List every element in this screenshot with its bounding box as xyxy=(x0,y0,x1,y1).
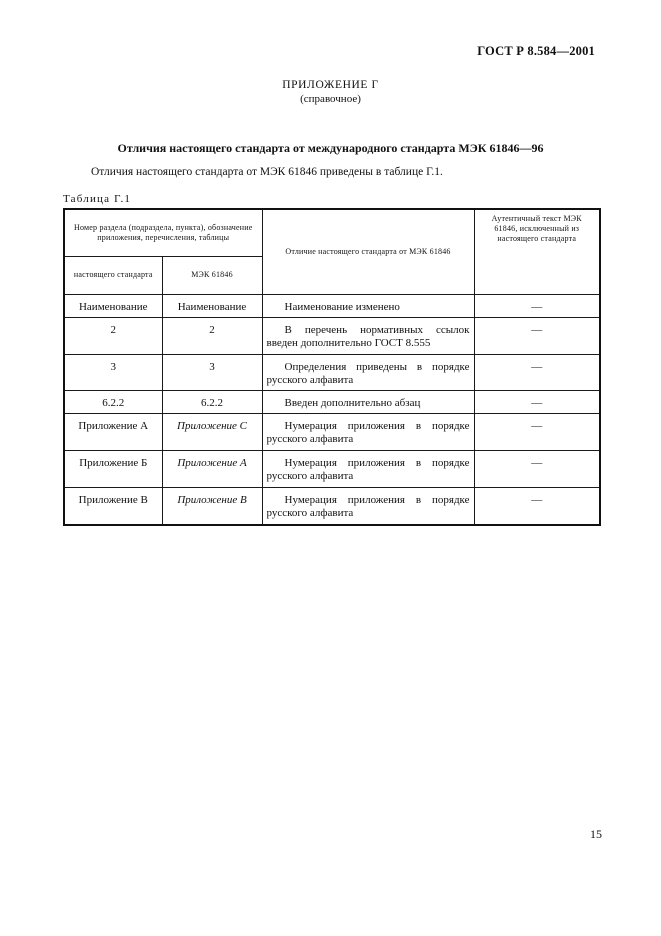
difference-text: Нумерация приложения в порядке русского алфавита xyxy=(266,419,470,445)
cell-difference xyxy=(262,294,474,317)
difference-text: Нумерация приложения в порядке русского алфавита xyxy=(266,493,470,519)
cell-iec: 6.2.2 xyxy=(162,390,262,413)
cell-authentic: — xyxy=(474,413,600,450)
cell-difference xyxy=(262,354,474,390)
cell-iec: Приложение A xyxy=(162,450,262,487)
cell-authentic: — xyxy=(474,450,600,487)
appendix-title: ПРИЛОЖЕНИЕ Г xyxy=(282,79,379,91)
header-iec: МЭК 61846 xyxy=(162,256,262,294)
cell-this-standard: Наименование xyxy=(64,294,162,317)
document-code: ГОСТ Р 8.584—2001 xyxy=(477,44,595,58)
header-this-standard: настоящего стандарта xyxy=(64,256,162,294)
cell-iec: 3 xyxy=(162,354,262,390)
header-difference: Отличие настоящего стандарта от МЭК 61846 xyxy=(262,209,474,294)
cell-this-standard: 6.2.2 xyxy=(64,390,162,413)
cell-iec: Наименование xyxy=(162,294,262,317)
cell-this-standard: 2 xyxy=(64,317,162,354)
difference-text: В перечень нормативных ссылок введен дополнительно ГОСТ 8.555 xyxy=(266,323,470,349)
cell-iec: 2 xyxy=(162,317,262,354)
header-authentic-text: Аутентичный текст МЭК 61846, исключенный из настоящего стандарта xyxy=(474,209,600,294)
cell-authentic: — xyxy=(474,487,600,525)
page-number: 15 xyxy=(590,827,602,841)
table-row xyxy=(64,487,600,525)
cell-difference xyxy=(262,413,474,450)
table-row xyxy=(64,450,600,487)
cell-difference xyxy=(262,450,474,487)
cell-difference xyxy=(262,317,474,354)
cell-difference xyxy=(262,390,474,413)
table-row xyxy=(64,413,600,450)
table-row xyxy=(64,354,600,390)
cell-this-standard: Приложение А xyxy=(64,413,162,450)
differences-table xyxy=(63,208,601,526)
table-row xyxy=(64,317,600,354)
header-section-number-group: Номер раздела (подраздела, пункта), обозначение приложения, перечисления, таблицы xyxy=(64,209,262,256)
cell-iec: Приложение B xyxy=(162,487,262,525)
difference-text: Введен дополнительно абзац xyxy=(284,396,421,409)
table-row xyxy=(64,390,600,413)
section-heading: Отличия настоящего стандарта от международного стандарта МЭК 61846—96 xyxy=(117,141,544,155)
cell-authentic: — xyxy=(474,390,600,413)
intro-paragraph: Отличия настоящего стандарта от МЭК 61846 приведены в таблице Г.1. xyxy=(91,166,443,178)
cell-authentic: — xyxy=(474,294,600,317)
cell-this-standard: 3 xyxy=(64,354,162,390)
difference-text: Определения приведены в порядке русского алфавита xyxy=(266,360,470,386)
cell-authentic: — xyxy=(474,354,600,390)
cell-this-standard: Приложение Б xyxy=(64,450,162,487)
cell-iec: Приложение C xyxy=(162,413,262,450)
difference-text: Нумерация приложения в порядке русского алфавита xyxy=(266,456,470,482)
cell-this-standard: Приложение В xyxy=(64,487,162,525)
difference-text: Наименование изменено xyxy=(284,300,400,313)
table-row xyxy=(64,294,600,317)
appendix-subtitle: (справочное) xyxy=(300,93,361,105)
cell-difference xyxy=(262,487,474,525)
table-caption: Таблица Г.1 xyxy=(63,193,132,205)
cell-authentic: — xyxy=(474,317,600,354)
